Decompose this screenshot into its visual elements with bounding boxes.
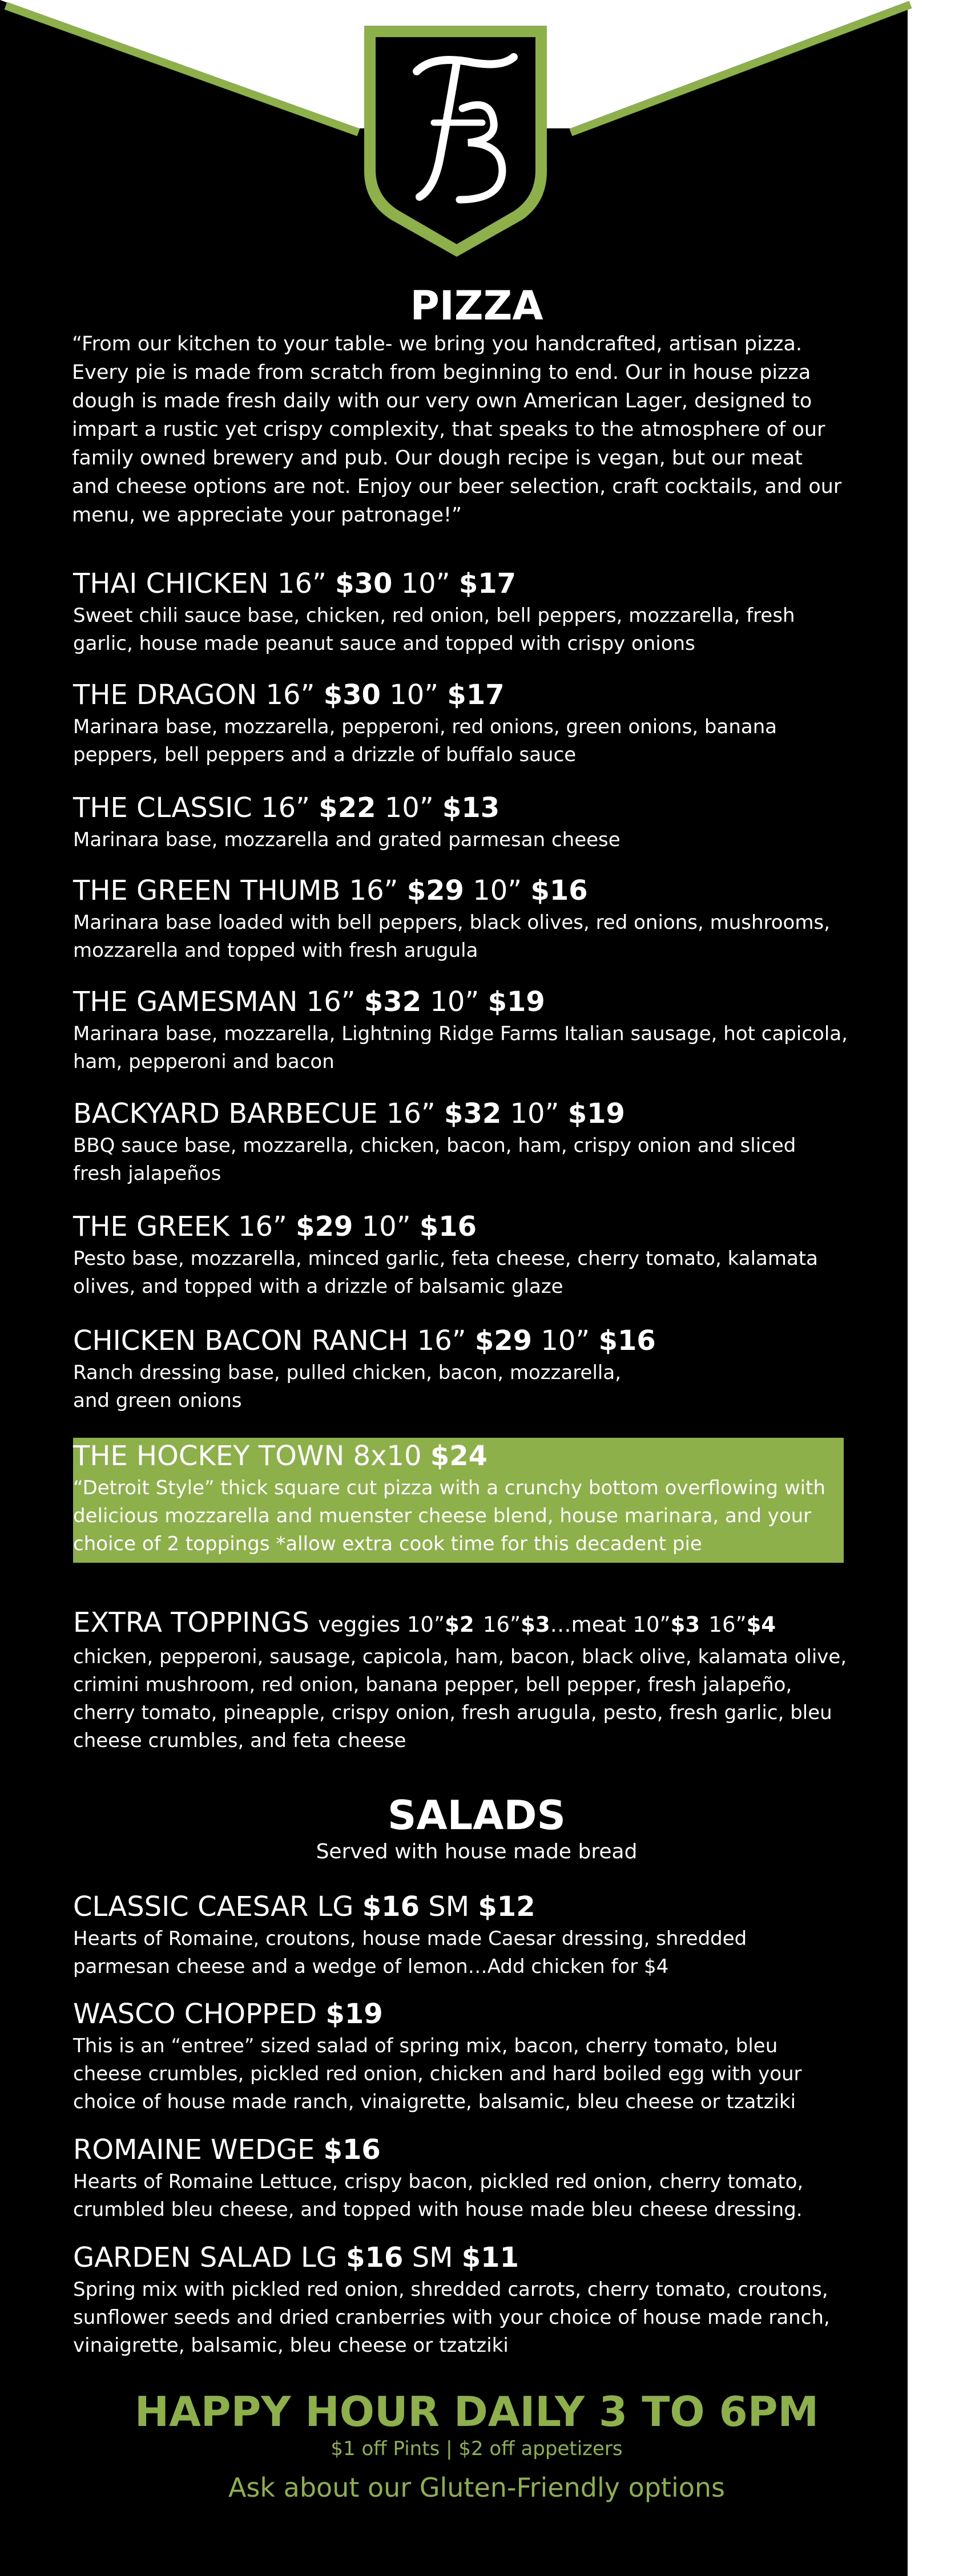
- price: $30: [323, 679, 381, 711]
- size-label: 16”: [708, 1612, 747, 1637]
- price: $22: [319, 792, 376, 824]
- menu-item-romaine-wedge: [73, 2132, 849, 2224]
- price: $11: [461, 2242, 519, 2274]
- price: $16: [598, 1325, 656, 1357]
- size-label: 8x10: [353, 1440, 422, 1472]
- menu-item-heading: [73, 2239, 849, 2276]
- item-name: THE HOCKEY TOWN: [73, 1440, 345, 1472]
- price: $29: [296, 1211, 353, 1243]
- salads-subtitle: Served with house made bread: [316, 1840, 638, 1863]
- price: $30: [335, 568, 393, 600]
- price: $12: [478, 1891, 535, 1923]
- pizza-title: PIZZA: [410, 282, 543, 329]
- price: $16: [530, 875, 588, 907]
- item-description: Ranch dressing base, pulled chicken, bacon, mozzarella, and green onions: [73, 1361, 622, 1412]
- size-label: 16”: [306, 986, 356, 1018]
- item-description: “Detroit Style” thick square cut pizza with a crunchy bottom overflowing with delicious mozzarella and muenster cheese blend, house marinara, and your choice of 2 toppings *allow extra cook time for this decadent pie: [73, 1477, 825, 1555]
- menu-item-extra-toppings: [73, 1604, 849, 1755]
- price: $3: [670, 1612, 700, 1637]
- menu-item-thai-chicken: [73, 565, 849, 658]
- price: $19: [325, 1998, 383, 2030]
- menu-item-hockey-town-highlight: [73, 1438, 844, 1563]
- price: $19: [567, 1098, 625, 1130]
- menu-item-heading: [73, 1438, 844, 1474]
- pizza-intro: “From our kitchen to your table- we bring you handcrafted, artisan pizza. Every pie is made from scratch from beginning to end. Our in house pizza dough is made fresh daily with our very own American Lager, designed to impart a rustic yet crispy complexity, that speaks to the atmosphere of our family owned brewery and pub. Our dough recipe is vegan, but our meat and cheese options are not. Enjoy our beer selection, craft cocktails, and our menu, we appreciate your patronage!”: [72, 333, 842, 527]
- price: $13: [442, 792, 500, 824]
- size-label: 10”: [389, 679, 439, 711]
- item-description: Marinara base loaded with bell peppers, black olives, red onions, mushrooms, mozzarella and topped with fresh arugula: [73, 911, 830, 962]
- item-name: EXTRA TOPPINGS: [73, 1607, 309, 1639]
- price: $17: [458, 568, 517, 600]
- size-label: 16”: [261, 792, 311, 824]
- item-name: CHICKEN BACON RANCH: [73, 1325, 409, 1357]
- size-label: 16”: [349, 875, 398, 907]
- size-label: SM: [412, 2242, 453, 2274]
- item-name: THAI CHICKEN: [73, 568, 269, 600]
- salads-title: SALADS: [388, 1792, 566, 1839]
- item-name: BACKYARD BARBECUE: [73, 1098, 378, 1130]
- menu-item-the-green-thumb: [73, 872, 849, 965]
- item-description: Hearts of Romaine Lettuce, crispy bacon, pickled red onion, cherry tomato, crumbled bleu cheese, and topped with house made bleu cheese dressing.: [73, 2170, 804, 2221]
- item-name: THE DRAGON: [73, 679, 257, 711]
- item-description: Spring mix with pickled red onion, shredded carrots, cherry tomato, croutons, sunflower seeds and dried cranberries with your choice of house made ranch, vinaigrette, balsamic, bleu cheese or tzatziki: [73, 2278, 830, 2357]
- price: $16: [323, 2134, 381, 2166]
- menu-item-backyard-barbecue: [73, 1095, 849, 1188]
- price: $19: [487, 986, 545, 1018]
- size-label: 10”: [541, 1325, 590, 1357]
- menu-item-wasco-chopped: [73, 1996, 849, 2116]
- size-label: LG: [317, 1891, 354, 1923]
- gluten-friendly-note: Ask about our Gluten-Friendly options: [228, 2472, 726, 2503]
- menu-item-chicken-bacon-ranch: [73, 1323, 849, 1415]
- menu-item-heading: [73, 677, 849, 713]
- size-label: 16”: [386, 1098, 436, 1130]
- price: $32: [444, 1098, 502, 1130]
- size-label: 10”: [510, 1098, 559, 1130]
- item-name: WASCO CHOPPED: [73, 1998, 317, 2030]
- price: $29: [406, 875, 464, 907]
- size-label: 16”: [417, 1325, 466, 1357]
- menu-item-heading: [73, 2132, 849, 2168]
- price: $24: [430, 1440, 488, 1472]
- item-description: Marinara base, mozzarella and grated parmesan cheese: [73, 828, 620, 851]
- price: $29: [474, 1325, 533, 1357]
- item-name: THE GREEK: [73, 1211, 229, 1243]
- menu-item-heading: [73, 1095, 849, 1132]
- menu-item-the-dragon: [73, 677, 849, 769]
- item-description: BBQ sauce base, mozzarella, chicken, bacon, ham, crispy onion and sliced fresh jalapeños: [73, 1134, 796, 1185]
- price: $16: [362, 1891, 420, 1923]
- item-description: Sweet chili sauce base, chicken, red onion, bell peppers, mozzarella, fresh garlic, house made peanut sauce and topped with crispy onions: [73, 604, 795, 655]
- item-name: THE GREEN THUMB: [73, 875, 341, 907]
- item-description: Marinara base, mozzarella, pepperoni, red onions, green onions, banana peppers, bell peppers and a drizzle of buffalo sauce: [73, 715, 777, 766]
- size-label: 16”: [265, 679, 315, 711]
- size-label: 16”: [277, 568, 327, 600]
- menu-item-the-classic: [73, 790, 849, 854]
- menu-item-heading: [73, 790, 849, 826]
- menu-item-heading: [73, 1604, 849, 1643]
- item-name: GARDEN SALAD: [73, 2242, 292, 2274]
- item-name: CLASSIC CAESAR: [73, 1891, 309, 1923]
- item-name: ROMAINE WEDGE: [73, 2134, 315, 2166]
- price: $3: [521, 1612, 550, 1637]
- size-label: 16”: [237, 1211, 287, 1243]
- price: $2: [445, 1612, 474, 1637]
- price: $17: [447, 679, 505, 711]
- size-label: 16”: [482, 1612, 521, 1637]
- size-label: veggies 10”: [318, 1612, 445, 1637]
- size-label: 10”: [430, 986, 480, 1018]
- happy-hour-title: HAPPY HOUR DAILY 3 TO 6PM: [134, 2388, 819, 2436]
- size-label: 10”: [473, 875, 522, 907]
- menu-item-heading: [73, 1888, 849, 1925]
- item-description: Pesto base, mozzarella, minced garlic, feta cheese, cherry tomato, kalamata olives, and topped with a drizzle of balsamic glaze: [73, 1247, 818, 1298]
- item-description: This is an “entree” sized salad of spring mix, bacon, cherry tomato, bleu cheese crumbles, pickled red onion, chicken and hard boiled egg with your choice of house made ranch, vinaigrette, balsamic, bleu cheese or tzatziki: [73, 2035, 802, 2113]
- menu-item-the-greek: [73, 1208, 849, 1301]
- menu-item-garden-salad: [73, 2239, 849, 2360]
- item-name: THE GAMESMAN: [73, 986, 298, 1018]
- menu-item-classic-caesar: [73, 1888, 849, 1981]
- happy-hour-specials: $1 off Pints | $2 off appetizers: [331, 2437, 623, 2460]
- size-label: LG: [300, 2242, 337, 2274]
- size-label: 10”: [401, 568, 450, 600]
- menu-item-heading: [73, 1996, 849, 2032]
- price: $16: [346, 2242, 404, 2274]
- size-label: 10”: [384, 792, 434, 824]
- price: $32: [364, 986, 422, 1018]
- price: $16: [419, 1211, 477, 1243]
- item-name: THE CLASSIC: [73, 792, 252, 824]
- price: $4: [746, 1612, 776, 1637]
- item-description: chicken, pepperoni, sausage, capicola, ham, bacon, black olive, kalamata olive, crimini mushroom, red onion, banana pepper, bell pepper, fresh jalapeño, cherry tomato, pineapple, crispy onion, fresh arugula, pesto, fresh garlic, bleu cheese crumbles, and feta cheese: [73, 1645, 847, 1752]
- menu-item-heading: [73, 984, 849, 1020]
- item-description: Hearts of Romaine, croutons, house made Caesar dressing, shredded parmesan cheese and a wedge of lemon…Add chicken for $4: [73, 1927, 747, 1978]
- item-description: Marinara base, mozzarella, Lightning Ridge Farms Italian sausage, hot capicola, ham, pepperoni and bacon: [73, 1022, 848, 1073]
- menu-item-the-gamesman: [73, 984, 849, 1076]
- size-label: SM: [428, 1891, 470, 1923]
- menu-item-heading: [73, 872, 849, 909]
- size-label: …meat 10”: [550, 1612, 671, 1637]
- menu-item-heading: [73, 565, 849, 602]
- menu-item-heading: [73, 1323, 849, 1359]
- menu-item-heading: [73, 1208, 849, 1245]
- size-label: 10”: [361, 1211, 411, 1243]
